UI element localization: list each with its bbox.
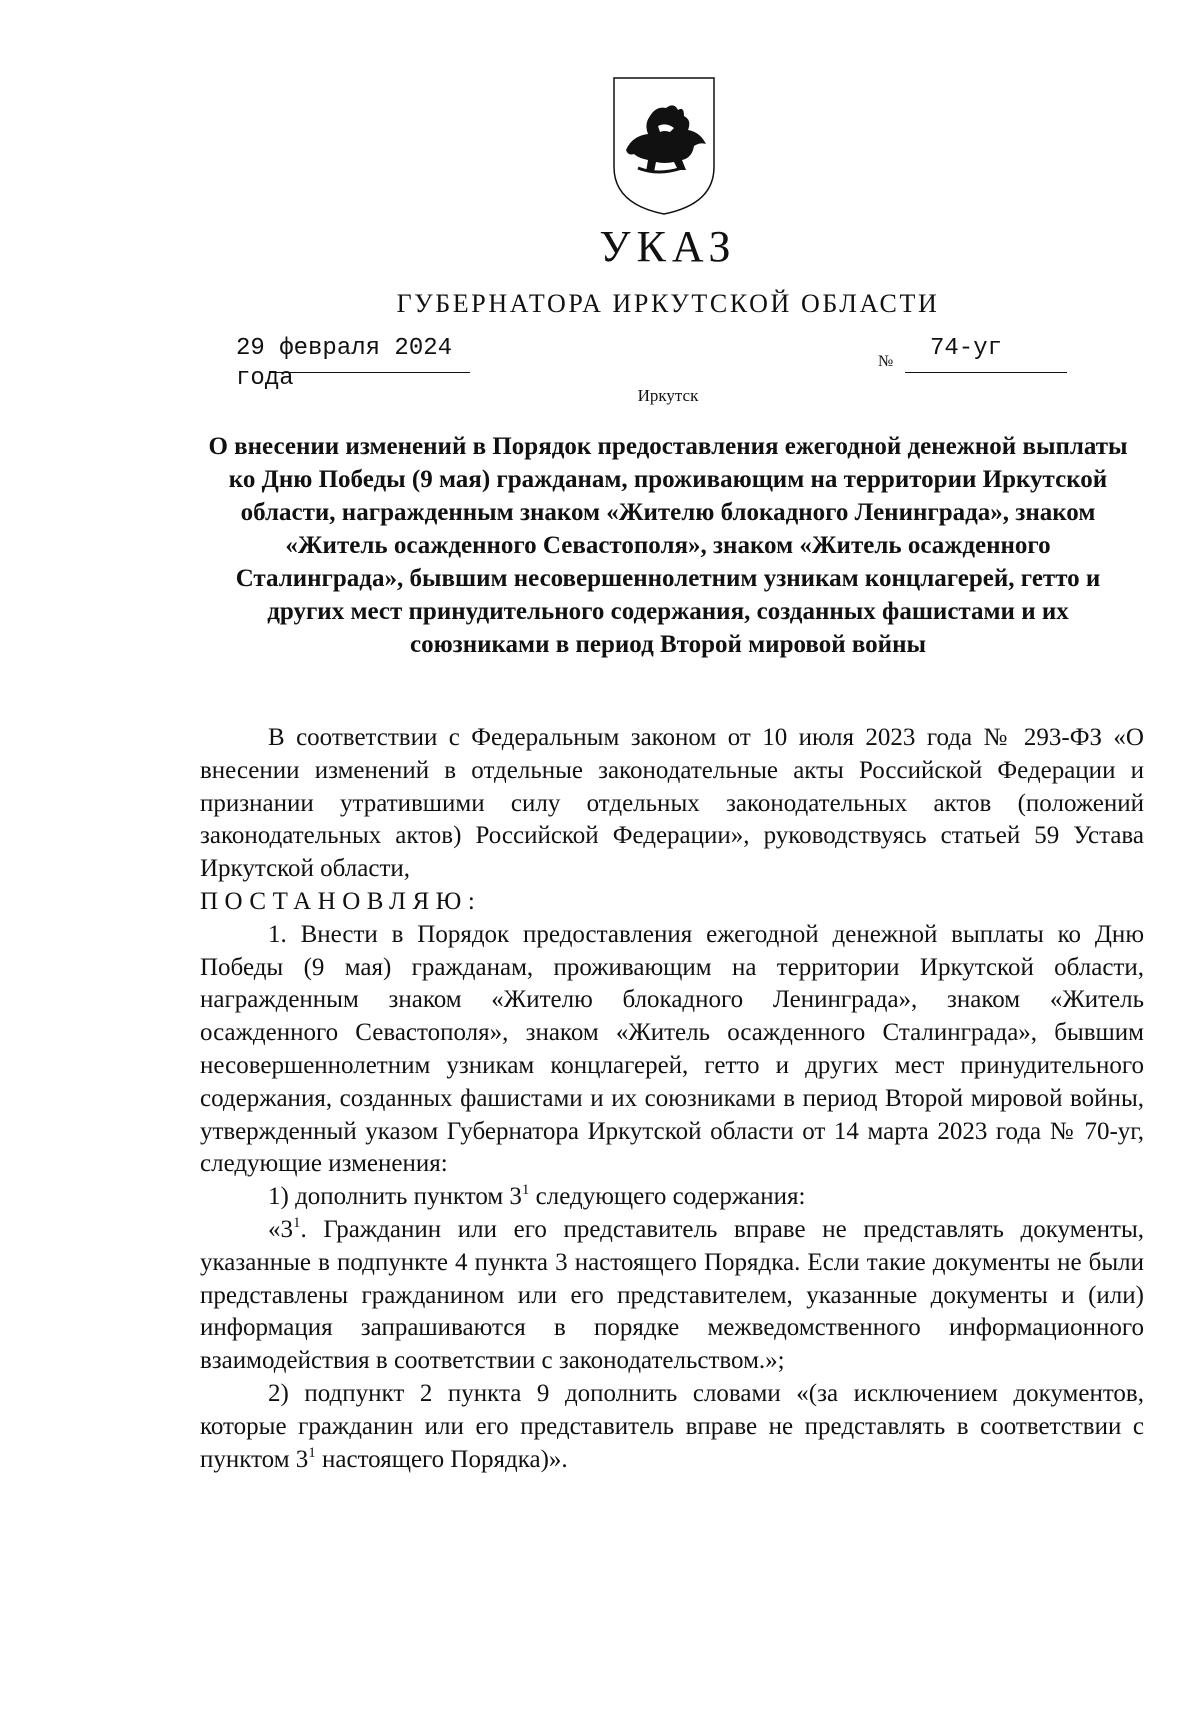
document-title: УКАЗ <box>599 222 737 271</box>
superscript: 1 <box>293 1214 301 1231</box>
decree-heading: О внесении изменений в Порядок предоставления ежегодной денежной выплаты ко Дню Победы (9 мая) гражданам, проживающим на территории Иркутской области, награжденным знаком «Жителю блокадного Ленинграда», знаком «Житель осажденного Севастополя», знаком «Житель осажденного Сталинграда», бывшим несовершеннолетним узникам концлагерей, гетто и других мест принудительного содержания, созданных фашистами и их союзниками в период Второй мировой войны <box>208 433 1128 658</box>
superscript: 1 <box>308 1444 316 1461</box>
decree-number: 74-уг <box>930 335 1003 362</box>
subitem-2-text-a: 2) подпункт 2 пункта 9 дополнить словами «(за исключением документов, которые гражданин или его представитель вправе не представлять в соответствии с пунктом 3 <box>200 1379 1144 1473</box>
quoted-clause-text-b: . Гражданин или его представитель вправе не представлять документы, указанные в подпункте 4 пункта 3 настоящего Порядка. Если такие документы не были представлены гражданином или его представителем, указанные документы и (или) информация запрашиваются в порядке межведомственного информационного взаимодействия в соответствии с законодательством.»; <box>200 1215 1144 1375</box>
subitem-1-text-a: 1) дополнить пунктом 3 <box>268 1183 522 1211</box>
city-name: Иркутск <box>637 386 699 405</box>
decree-body <box>200 722 1144 1476</box>
preamble-paragraph: В соответствии с Федеральным законом от 10 июля 2023 года № 293-ФЗ «О внесении изменений в отдельные законодательные акты Российской Федерации и признании утратившими силу отдельных законодательных актов (положений законодательных актов) Российской Федерации», руководствуясь статьей 59 Устава Иркутской области, <box>200 724 1144 883</box>
quoted-clause-paragraph <box>200 1214 1144 1378</box>
number-underline <box>905 372 1067 373</box>
subitem-2-paragraph <box>200 1378 1144 1476</box>
decree-date: 29 февраля 2024 года <box>236 335 453 392</box>
subitem-1-text-b: следующего содержания: <box>529 1183 806 1211</box>
superscript: 1 <box>521 1182 530 1199</box>
number-sign: № <box>878 353 894 370</box>
item-1-paragraph: 1. Внести в Порядок предоставления ежегодной денежной выплаты ко Дню Победы (9 мая) гражданам, проживающим на территории Иркутской области, награжденным знаком «Жителю блокадного Ленинграда», знаком «Житель осажденного Севастополя», знаком «Житель осажденного Сталинграда», бывшим несовершеннолетним узникам концлагерей, гетто и других мест принудительного содержания, созданных фашистами и их союзниками в период Второй мировой войны, утвержденный указом Губернатора Иркутской области от 14 марта 2023 года № 70-уг, следующие изменения: <box>200 920 1144 1178</box>
issuer-title: ГУБЕРНАТОРА ИРКУТСКОЙ ОБЛАСТИ <box>396 289 940 318</box>
coat-of-arms-icon <box>608 72 720 218</box>
subitem-2-text-b: настоящего Порядка)». <box>315 1445 568 1473</box>
subitem-1-paragraph <box>200 1181 1144 1214</box>
quoted-clause-text-a: «3 <box>268 1215 293 1243</box>
date-underline <box>270 372 470 373</box>
decree-word: ПОСТАНОВЛЯЮ: <box>200 887 482 915</box>
